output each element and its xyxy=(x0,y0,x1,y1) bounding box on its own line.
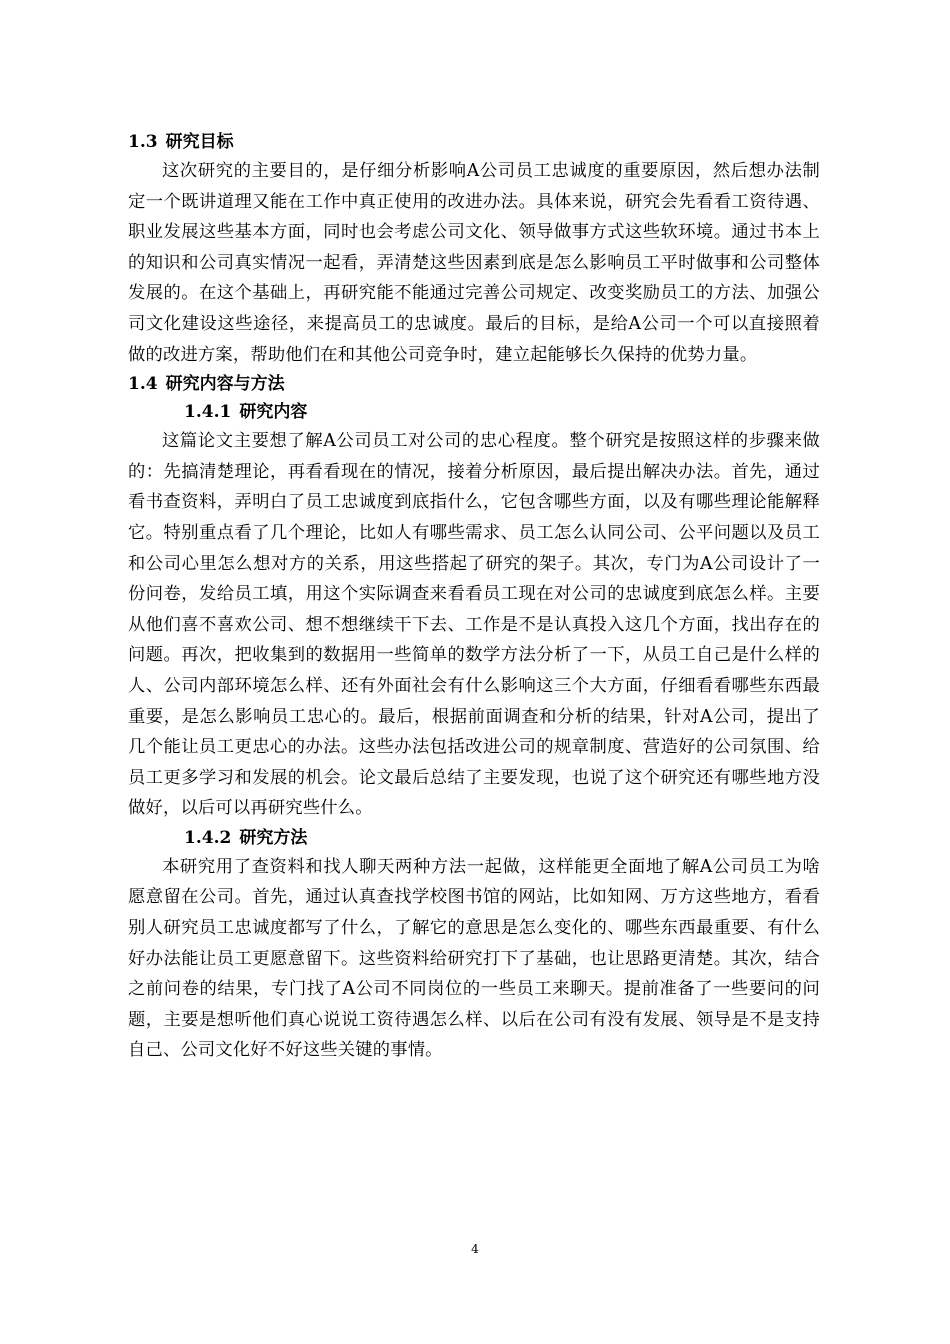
heading-1-3 xyxy=(128,128,820,156)
heading-number: 1.4 xyxy=(128,374,158,395)
heading-1-4-2 xyxy=(128,824,820,852)
paragraph-research-content: 这篇论文主要想了解A公司员工对公司的忠心程度。整个研究是按照这样的步骤来做的：先搞清楚理论，再看看现在的情况，接着分析原因，最后提出解决办法。首先，通过看书查资料，弄明白了员工忠诚度到底指什么，它包含哪些方面，以及有哪些理论能解释它。特别重点看了几个理论，比如人有哪些需求、员工怎么认同公司、公平问题以及员工和公司心里怎么想对方的关系，用这些搭起了研究的架子。其次，专门为A公司设计了一份问卷，发给员工填，用这个实际调查来看看员工现在对公司的忠诚度到底怎么样。主要从他们喜不喜欢公司、想不想继续干下去、工作是不是认真投入这几个方面，找出存在的问题。再次，把收集到的数据用一些简单的数学方法分析了一下，从员工自己是什么样的人、公司内部环境怎么样、还有外面社会有什么影响这三个大方面，仔细看看哪些东西最重要，是怎么影响员工忠心的。最后，根据前面调查和分析的结果，针对A公司，提出了几个能让员工更忠心的办法。这些办法包括改进公司的规章制度、营造好的公司氛围、给员工更多学习和发展的机会。论文最后总结了主要发现，也说了这个研究还有哪些地方没做好，以后可以再研究些什么。 xyxy=(128,431,820,819)
heading-1-4-1 xyxy=(128,398,820,426)
heading-title: 研究方法 xyxy=(239,827,308,848)
heading-1-4 xyxy=(128,370,820,398)
heading-title: 研究内容 xyxy=(239,402,308,423)
paragraph-research-goal: 这次研究的主要目的，是仔细分析影响A公司员工忠诚度的重要原因，然后想办法制定一个既讲道理又能在工作中真正使用的改进办法。具体来说，研究会先看看工资待遇、职业发展这些基本方面，同时也会考虑公司文化、领导做事方式这些软环境。通过书本上的知识和公司真实情况一起看，弄清楚这些因素到底是怎么影响员工平时做事和公司整体发展的。在这个基础上，再研究能不能通过完善公司规定、改变奖励员工的方法、加强公司文化建设这些途径，来提高员工的忠诚度。最后的目标，是给A公司一个可以直接照着做的改进方案，帮助他们在和其他公司竞争时，建立起能够长久保持的优势力量。 xyxy=(128,161,820,365)
heading-number: 1.3 xyxy=(128,132,158,152)
page-number: 4 xyxy=(471,1242,479,1256)
page-content xyxy=(128,128,820,1066)
heading-number: 1.4.1 xyxy=(184,402,232,423)
heading-number: 1.4.2 xyxy=(184,827,232,848)
heading-title: 研究内容与方法 xyxy=(165,374,285,395)
heading-title: 研究目标 xyxy=(165,132,234,152)
paragraph-research-method: 本研究用了查资料和找人聊天两种方法一起做，这样能更全面地了解A公司员工为啥愿意留在公司。首先，通过认真查找学校图书馆的网站，比如知网、万方这些地方，看看别人研究员工忠诚度都写了什么，了解它的意思是怎么变化的、哪些东西最重要、有什么好办法能让员工更愿意留下。这些资料给研究打下了基础，也让思路更清楚。其次，结合之前问卷的结果，专门找了A公司不同岗位的一些员工来聊天。提前准备了一些要问的问题，主要是想听他们真心说说工资待遇怎么样、以后在公司有没有发展、领导是不是支持自己、公司文化好不好这些关键的事情。 xyxy=(128,856,820,1061)
